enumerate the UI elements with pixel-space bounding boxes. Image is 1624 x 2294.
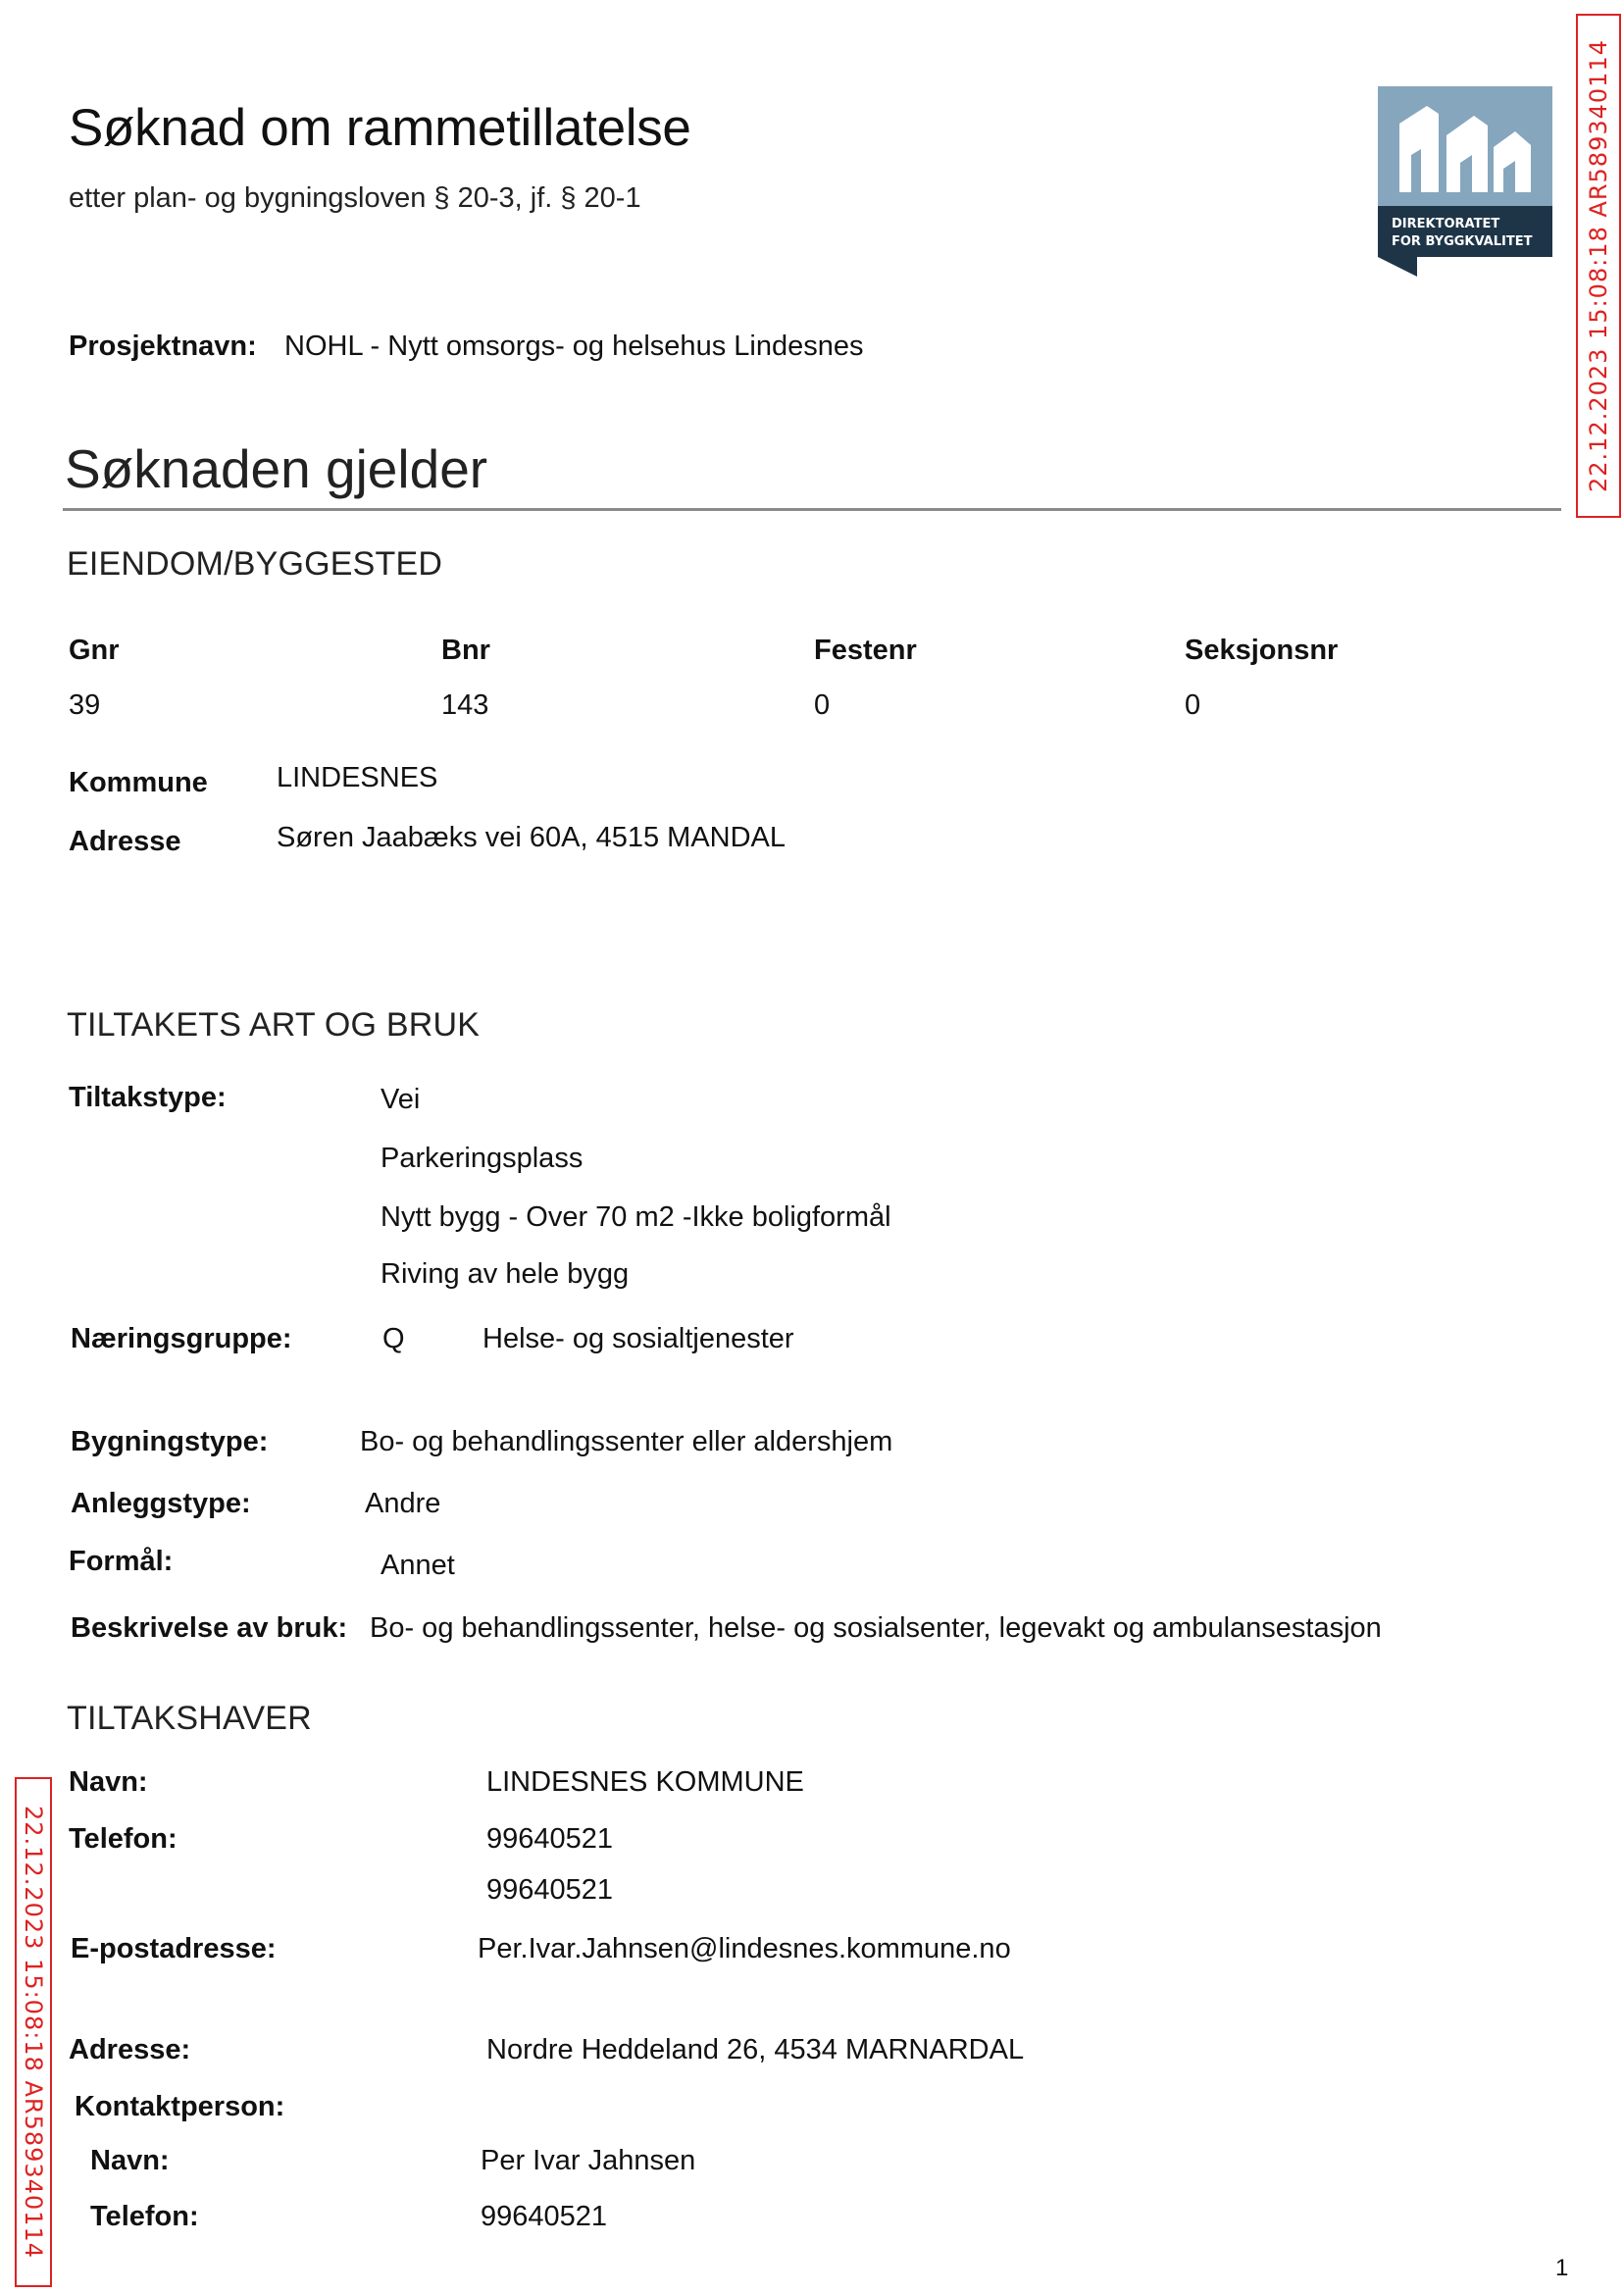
adresse-value: Søren Jaabæks vei 60A, 4515 MANDAL xyxy=(277,822,787,853)
section-divider xyxy=(63,508,1561,511)
date-stamp-text: 22.12.2023 15:08:18 AR589340114 xyxy=(1585,39,1613,492)
telefon-value: 99640521 xyxy=(486,1823,614,1855)
tiltakstype-label: Tiltakstype: xyxy=(69,1082,227,1113)
navn-label: Navn: xyxy=(69,1766,148,1798)
formal-value: Annet xyxy=(381,1550,455,1581)
seksjonsnr-label: Seksjonsnr xyxy=(1185,635,1339,666)
gnr-label: Gnr xyxy=(69,635,120,666)
kontakt-telefon-value: 99640521 xyxy=(481,2201,608,2232)
eiendom-heading: EIENDOM/BYGGESTED xyxy=(67,545,443,583)
tiltakstype-item: Nytt bygg - Over 70 m2 -Ikke boligformål xyxy=(381,1201,891,1233)
tiltakshaver-heading: TILTAKSHAVER xyxy=(67,1700,312,1737)
kommune-value: LINDESNES xyxy=(277,762,438,793)
tiltakshaver-adresse-value: Nordre Heddeland 26, 4534 MARNARDAL xyxy=(486,2034,1025,2065)
naeringsgruppe-code: Q xyxy=(382,1323,405,1354)
dibk-logo-graphic xyxy=(1378,86,1552,277)
festenr-value: 0 xyxy=(814,689,831,721)
epost-value: Per.Ivar.Jahnsen@lindesnes.kommune.no xyxy=(478,1933,1011,1964)
section-title: Søknaden gjelder xyxy=(65,438,488,499)
dibk-logo xyxy=(1378,86,1552,277)
kontakt-navn-label: Navn: xyxy=(90,2145,170,2176)
bygningstype-value: Bo- og behandlingssenter eller aldershjem xyxy=(360,1426,893,1457)
kontakt-telefon-label: Telefon: xyxy=(90,2201,199,2232)
kontakt-navn-value: Per Ivar Jahnsen xyxy=(481,2145,696,2176)
naeringsgruppe-value: Helse- og sosialtjenester xyxy=(482,1323,794,1354)
kontaktperson-label: Kontaktperson: xyxy=(75,2091,285,2122)
anleggstype-label: Anleggstype: xyxy=(71,1488,251,1519)
project-name-label: Prosjektnavn: xyxy=(69,331,257,362)
navn-value: LINDESNES KOMMUNE xyxy=(486,1766,804,1798)
document-subtitle: etter plan- og bygningsloven § 20-3, jf. § 20-1 xyxy=(69,182,641,214)
gnr-value: 39 xyxy=(69,689,101,721)
kommune-label: Kommune xyxy=(69,767,208,798)
adresse-label: Adresse xyxy=(69,826,181,857)
epost-label: E-postadresse: xyxy=(71,1933,277,1964)
beskrivelse-value: Bo- og behandlingssenter, helse- og sosialsenter, legevakt og ambulansestasjon xyxy=(370,1612,1382,1644)
tiltakstype-item: Riving av hele bygg xyxy=(381,1258,630,1290)
naeringsgruppe-label: Næringsgruppe: xyxy=(71,1323,292,1354)
page-number: 1 xyxy=(1555,2255,1569,2281)
date-stamp-left xyxy=(15,1777,52,2287)
tiltak-heading: TILTAKETS ART OG BRUK xyxy=(67,1006,481,1044)
tiltakstype-item: Parkeringsplass xyxy=(381,1143,584,1174)
telefon-label: Telefon: xyxy=(69,1823,178,1855)
date-stamp-text: 22.12.2023 15:08:18 AR589340114 xyxy=(20,1806,48,2259)
anleggstype-value: Andre xyxy=(365,1488,441,1519)
telefon-value: 99640521 xyxy=(486,1874,614,1906)
bnr-label: Bnr xyxy=(441,635,490,666)
tiltakshaver-adresse-label: Adresse: xyxy=(69,2034,191,2065)
bnr-value: 143 xyxy=(441,689,489,721)
festenr-label: Festenr xyxy=(814,635,917,666)
project-name-value: NOHL - Nytt omsorgs- og helsehus Lindesnes xyxy=(284,331,864,362)
logo-text-line2: FOR BYGGKVALITET xyxy=(1392,234,1533,249)
formal-label: Formål: xyxy=(69,1546,174,1577)
tiltakstype-item: Vei xyxy=(381,1084,421,1115)
date-stamp-right xyxy=(1576,14,1621,518)
logo-text-line1: DIREKTORATET xyxy=(1392,217,1500,231)
document-title: Søknad om rammetillatelse xyxy=(69,99,691,157)
bygningstype-label: Bygningstype: xyxy=(71,1426,269,1457)
seksjonsnr-value: 0 xyxy=(1185,689,1201,721)
beskrivelse-label: Beskrivelse av bruk: xyxy=(71,1612,348,1644)
